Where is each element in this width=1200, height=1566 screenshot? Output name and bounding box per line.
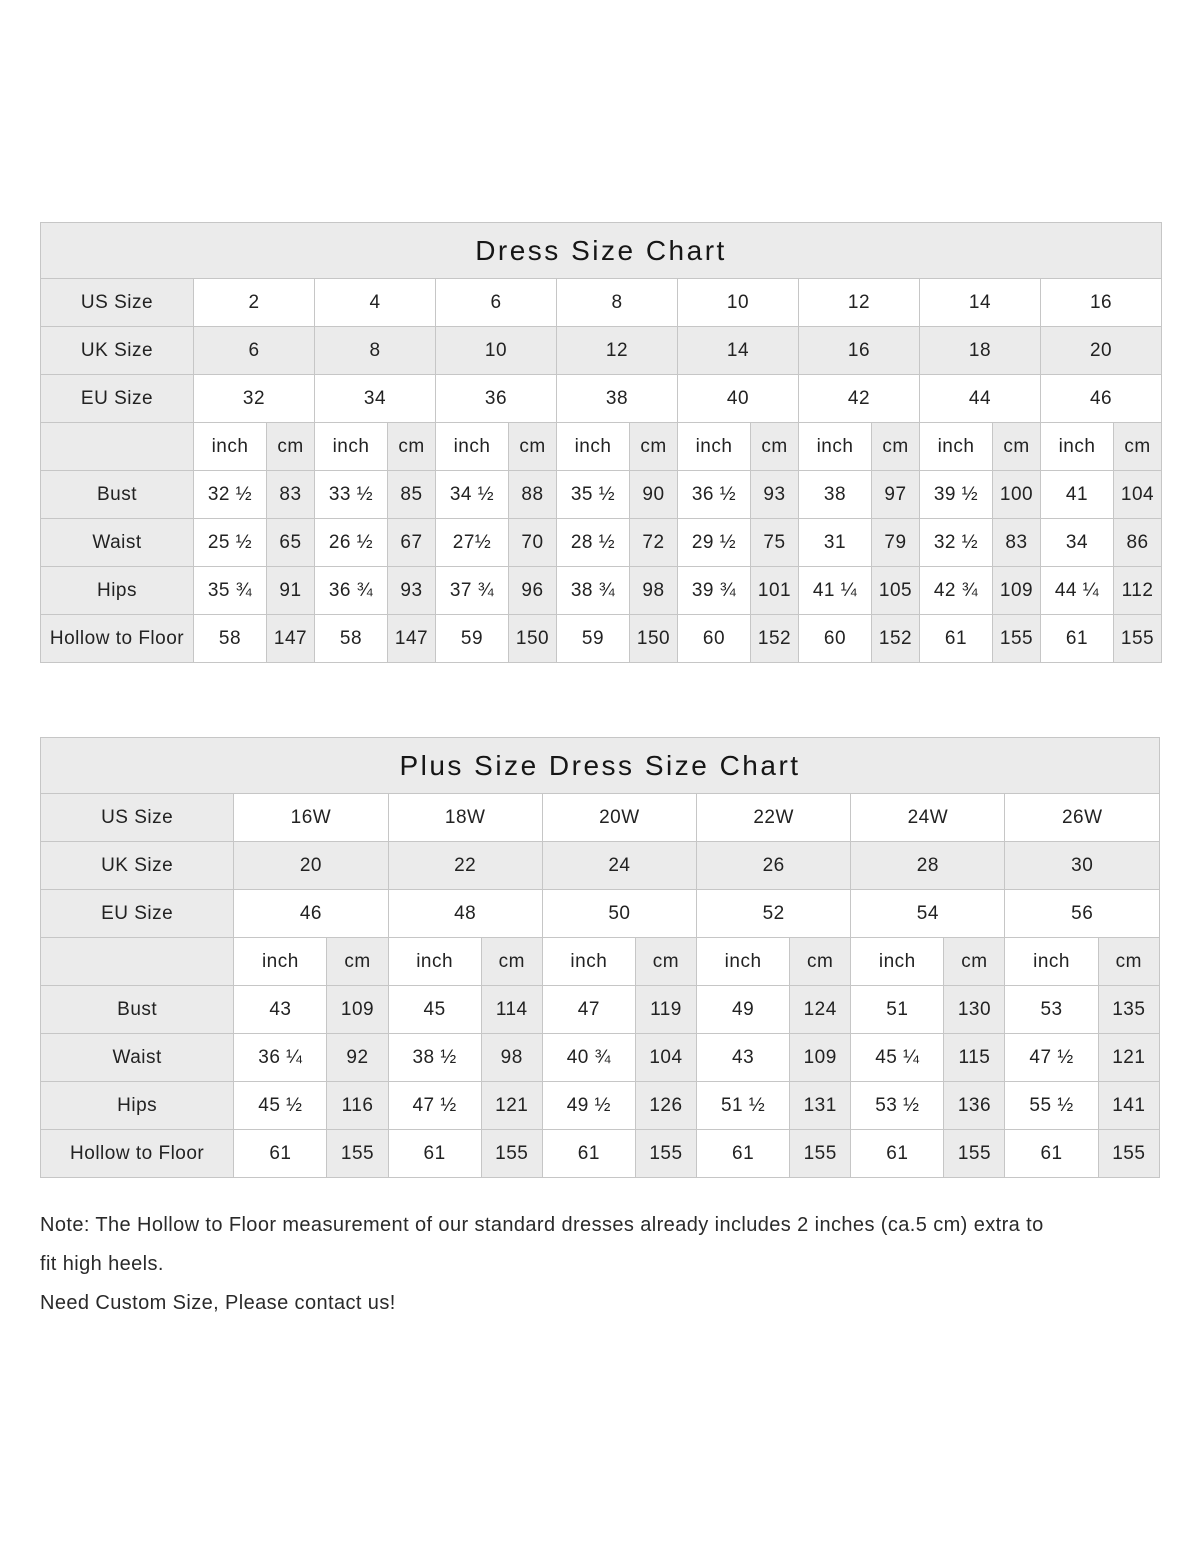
cm-value-cell: 126 <box>635 1082 696 1130</box>
unit-cm-label: cm <box>790 938 851 986</box>
cm-value-cell: 85 <box>388 471 436 519</box>
inch-value-cell: 61 <box>1005 1130 1098 1178</box>
cm-value-cell: 136 <box>944 1082 1005 1130</box>
size-cell: 50 <box>542 890 696 938</box>
cm-value-cell: 93 <box>751 471 799 519</box>
row-label: Hips <box>41 1082 234 1130</box>
size-cell: 6 <box>436 279 557 327</box>
cm-value-cell: 109 <box>790 1034 851 1082</box>
unit-cm-label: cm <box>267 423 315 471</box>
inch-value-cell: 61 <box>1041 615 1114 663</box>
cm-value-cell: 116 <box>327 1082 388 1130</box>
cm-value-cell: 65 <box>267 519 315 567</box>
unit-cm-label: cm <box>751 423 799 471</box>
inch-value-cell: 49 ½ <box>542 1082 635 1130</box>
inch-value-cell: 61 <box>388 1130 481 1178</box>
size-cell: 22W <box>697 794 851 842</box>
inch-value-cell: 25 ½ <box>194 519 267 567</box>
cm-value-cell: 121 <box>1098 1034 1159 1082</box>
cm-value-cell: 150 <box>630 615 678 663</box>
measurement-row <box>41 1082 1160 1130</box>
unit-cm-label: cm <box>872 423 920 471</box>
cm-value-cell: 119 <box>635 986 696 1034</box>
unit-inch-label: inch <box>557 423 630 471</box>
inch-value-cell: 34 <box>1041 519 1114 567</box>
unit-cm-label: cm <box>944 938 1005 986</box>
inch-value-cell: 47 <box>542 986 635 1034</box>
cm-value-cell: 112 <box>1114 567 1162 615</box>
row-label: US Size <box>41 279 194 327</box>
standard-chart-title-row <box>41 223 1162 279</box>
inch-value-cell: 32 ½ <box>920 519 993 567</box>
inch-value-cell: 47 ½ <box>388 1082 481 1130</box>
inch-value-cell: 59 <box>557 615 630 663</box>
cm-value-cell: 152 <box>872 615 920 663</box>
cm-value-cell: 86 <box>1114 519 1162 567</box>
cm-value-cell: 75 <box>751 519 799 567</box>
row-label: EU Size <box>41 890 234 938</box>
unit-cm-label: cm <box>993 423 1041 471</box>
measurement-row <box>41 471 1162 519</box>
unit-cm-label: cm <box>327 938 388 986</box>
units-row-spacer <box>41 938 234 986</box>
cm-value-cell: 147 <box>267 615 315 663</box>
hollow-to-floor-note-line-2: fit high heels. <box>40 1253 164 1275</box>
units-row <box>41 938 1160 986</box>
inch-value-cell: 49 <box>697 986 790 1034</box>
row-label: Bust <box>41 986 234 1034</box>
inch-value-cell: 58 <box>315 615 388 663</box>
inch-value-cell: 31 <box>799 519 872 567</box>
standard-size-chart-table <box>40 222 1162 663</box>
inch-value-cell: 60 <box>799 615 872 663</box>
inch-value-cell: 38 ¾ <box>557 567 630 615</box>
size-cell: 20W <box>542 794 696 842</box>
cm-value-cell: 91 <box>267 567 315 615</box>
inch-value-cell: 55 ½ <box>1005 1082 1098 1130</box>
cm-value-cell: 98 <box>481 1034 542 1082</box>
cm-value-cell: 155 <box>790 1130 851 1178</box>
size-cell: 8 <box>557 279 678 327</box>
unit-inch-label: inch <box>678 423 751 471</box>
inch-value-cell: 53 <box>1005 986 1098 1034</box>
unit-inch-label: inch <box>851 938 944 986</box>
cm-value-cell: 150 <box>509 615 557 663</box>
cm-value-cell: 130 <box>944 986 1005 1034</box>
unit-cm-label: cm <box>388 423 436 471</box>
size-cell: 20 <box>234 842 388 890</box>
inch-value-cell: 61 <box>542 1130 635 1178</box>
size-cell: 38 <box>557 375 678 423</box>
unit-cm-label: cm <box>1098 938 1159 986</box>
size-cell: 28 <box>851 842 1005 890</box>
cm-value-cell: 104 <box>635 1034 696 1082</box>
size-cell: 54 <box>851 890 1005 938</box>
size-cell: 46 <box>1041 375 1162 423</box>
cm-value-cell: 83 <box>267 471 315 519</box>
inch-value-cell: 40 ¾ <box>542 1034 635 1082</box>
size-row <box>41 794 1160 842</box>
cm-value-cell: 141 <box>1098 1082 1159 1130</box>
inch-value-cell: 58 <box>194 615 267 663</box>
row-label: Hollow to Floor <box>41 1130 234 1178</box>
inch-value-cell: 34 ½ <box>436 471 509 519</box>
measurement-row <box>41 1034 1160 1082</box>
size-cell: 22 <box>388 842 542 890</box>
cm-value-cell: 114 <box>481 986 542 1034</box>
cm-value-cell: 93 <box>388 567 436 615</box>
size-cell: 34 <box>315 375 436 423</box>
cm-value-cell: 124 <box>790 986 851 1034</box>
size-cell: 26 <box>697 842 851 890</box>
inch-value-cell: 51 ½ <box>697 1082 790 1130</box>
inch-value-cell: 60 <box>678 615 751 663</box>
units-row-spacer <box>41 423 194 471</box>
inch-value-cell: 37 ¾ <box>436 567 509 615</box>
unit-cm-label: cm <box>630 423 678 471</box>
inch-value-cell: 47 ½ <box>1005 1034 1098 1082</box>
inch-value-cell: 61 <box>851 1130 944 1178</box>
size-cell: 16 <box>1041 279 1162 327</box>
units-row <box>41 423 1162 471</box>
inch-value-cell: 41 ¼ <box>799 567 872 615</box>
cm-value-cell: 155 <box>993 615 1041 663</box>
inch-value-cell: 61 <box>697 1130 790 1178</box>
size-row <box>41 279 1162 327</box>
inch-value-cell: 35 ½ <box>557 471 630 519</box>
measurement-row <box>41 615 1162 663</box>
unit-inch-label: inch <box>436 423 509 471</box>
cm-value-cell: 100 <box>993 471 1041 519</box>
inch-value-cell: 39 ¾ <box>678 567 751 615</box>
unit-cm-label: cm <box>1114 423 1162 471</box>
standard-chart-title: Dress Size Chart <box>41 223 1162 279</box>
size-cell: 18W <box>388 794 542 842</box>
cm-value-cell: 135 <box>1098 986 1159 1034</box>
cm-value-cell: 147 <box>388 615 436 663</box>
size-cell: 18 <box>920 327 1041 375</box>
size-cell: 56 <box>1005 890 1160 938</box>
cm-value-cell: 67 <box>388 519 436 567</box>
inch-value-cell: 28 ½ <box>557 519 630 567</box>
cm-value-cell: 104 <box>1114 471 1162 519</box>
unit-cm-label: cm <box>509 423 557 471</box>
inch-value-cell: 26 ½ <box>315 519 388 567</box>
measurement-row <box>41 1130 1160 1178</box>
unit-inch-label: inch <box>542 938 635 986</box>
inch-value-cell: 61 <box>920 615 993 663</box>
size-cell: 4 <box>315 279 436 327</box>
inch-value-cell: 45 ¼ <box>851 1034 944 1082</box>
size-cell: 32 <box>194 375 315 423</box>
size-cell: 6 <box>194 327 315 375</box>
size-cell: 2 <box>194 279 315 327</box>
unit-inch-label: inch <box>194 423 267 471</box>
measurement-row <box>41 567 1162 615</box>
size-cell: 36 <box>436 375 557 423</box>
unit-inch-label: inch <box>388 938 481 986</box>
cm-value-cell: 155 <box>1098 1130 1159 1178</box>
inch-value-cell: 27½ <box>436 519 509 567</box>
size-cell: 10 <box>436 327 557 375</box>
plus-size-chart-table <box>40 737 1160 1178</box>
size-cell: 12 <box>557 327 678 375</box>
row-label: Hips <box>41 567 194 615</box>
measurement-row <box>41 519 1162 567</box>
cm-value-cell: 121 <box>481 1082 542 1130</box>
inch-value-cell: 44 ¼ <box>1041 567 1114 615</box>
cm-value-cell: 155 <box>1114 615 1162 663</box>
inch-value-cell: 33 ½ <box>315 471 388 519</box>
cm-value-cell: 83 <box>993 519 1041 567</box>
unit-inch-label: inch <box>315 423 388 471</box>
inch-value-cell: 61 <box>234 1130 327 1178</box>
inch-value-cell: 38 <box>799 471 872 519</box>
size-cell: 10 <box>678 279 799 327</box>
row-label: Waist <box>41 519 194 567</box>
cm-value-cell: 131 <box>790 1082 851 1130</box>
inch-value-cell: 43 <box>697 1034 790 1082</box>
cm-value-cell: 109 <box>993 567 1041 615</box>
inch-value-cell: 38 ½ <box>388 1034 481 1082</box>
inch-value-cell: 43 <box>234 986 327 1034</box>
cm-value-cell: 155 <box>327 1130 388 1178</box>
cm-value-cell: 115 <box>944 1034 1005 1082</box>
cm-value-cell: 97 <box>872 471 920 519</box>
unit-inch-label: inch <box>1041 423 1114 471</box>
size-cell: 14 <box>920 279 1041 327</box>
row-label: EU Size <box>41 375 194 423</box>
inch-value-cell: 32 ½ <box>194 471 267 519</box>
size-cell: 52 <box>697 890 851 938</box>
hollow-to-floor-note-line-1: Note: The Hollow to Floor measurement of our standard dresses already includes 2 inches (ca.5 cm) extra to <box>40 1214 1044 1236</box>
unit-inch-label: inch <box>1005 938 1098 986</box>
cm-value-cell: 105 <box>872 567 920 615</box>
cm-value-cell: 90 <box>630 471 678 519</box>
inch-value-cell: 39 ½ <box>920 471 993 519</box>
inch-value-cell: 36 ½ <box>678 471 751 519</box>
row-label: Hollow to Floor <box>41 615 194 663</box>
plus-chart-title: Plus Size Dress Size Chart <box>41 738 1160 794</box>
cm-value-cell: 109 <box>327 986 388 1034</box>
unit-inch-label: inch <box>920 423 993 471</box>
cm-value-cell: 155 <box>635 1130 696 1178</box>
cm-value-cell: 79 <box>872 519 920 567</box>
size-cell: 24W <box>851 794 1005 842</box>
size-cell: 48 <box>388 890 542 938</box>
inch-value-cell: 45 <box>388 986 481 1034</box>
size-cell: 44 <box>920 375 1041 423</box>
row-label: US Size <box>41 794 234 842</box>
measurement-row <box>41 986 1160 1034</box>
size-cell: 30 <box>1005 842 1160 890</box>
size-cell: 12 <box>799 279 920 327</box>
unit-cm-label: cm <box>635 938 696 986</box>
cm-value-cell: 88 <box>509 471 557 519</box>
inch-value-cell: 36 ¾ <box>315 567 388 615</box>
size-cell: 24 <box>542 842 696 890</box>
inch-value-cell: 53 ½ <box>851 1082 944 1130</box>
inch-value-cell: 35 ¾ <box>194 567 267 615</box>
cm-value-cell: 70 <box>509 519 557 567</box>
plus-chart-title-row <box>41 738 1160 794</box>
custom-size-note: Need Custom Size, Please contact us! <box>40 1292 396 1314</box>
size-cell: 42 <box>799 375 920 423</box>
size-cell: 16W <box>234 794 388 842</box>
cm-value-cell: 101 <box>751 567 799 615</box>
cm-value-cell: 98 <box>630 567 678 615</box>
inch-value-cell: 42 ¾ <box>920 567 993 615</box>
row-label: Bust <box>41 471 194 519</box>
size-row <box>41 842 1160 890</box>
row-label: UK Size <box>41 327 194 375</box>
cm-value-cell: 155 <box>944 1130 1005 1178</box>
size-cell: 46 <box>234 890 388 938</box>
inch-value-cell: 59 <box>436 615 509 663</box>
inch-value-cell: 36 ¼ <box>234 1034 327 1082</box>
size-cell: 8 <box>315 327 436 375</box>
size-cell: 16 <box>799 327 920 375</box>
size-cell: 26W <box>1005 794 1160 842</box>
notes <box>40 1206 1160 1323</box>
cm-value-cell: 152 <box>751 615 799 663</box>
inch-value-cell: 45 ½ <box>234 1082 327 1130</box>
cm-value-cell: 155 <box>481 1130 542 1178</box>
size-row <box>41 327 1162 375</box>
cm-value-cell: 92 <box>327 1034 388 1082</box>
unit-inch-label: inch <box>234 938 327 986</box>
inch-value-cell: 41 <box>1041 471 1114 519</box>
size-cell: 40 <box>678 375 799 423</box>
size-row <box>41 890 1160 938</box>
row-label: Waist <box>41 1034 234 1082</box>
inch-value-cell: 29 ½ <box>678 519 751 567</box>
cm-value-cell: 96 <box>509 567 557 615</box>
cm-value-cell: 72 <box>630 519 678 567</box>
size-row <box>41 375 1162 423</box>
unit-inch-label: inch <box>799 423 872 471</box>
row-label: UK Size <box>41 842 234 890</box>
inch-value-cell: 51 <box>851 986 944 1034</box>
size-cell: 14 <box>678 327 799 375</box>
size-cell: 20 <box>1041 327 1162 375</box>
unit-cm-label: cm <box>481 938 542 986</box>
unit-inch-label: inch <box>697 938 790 986</box>
